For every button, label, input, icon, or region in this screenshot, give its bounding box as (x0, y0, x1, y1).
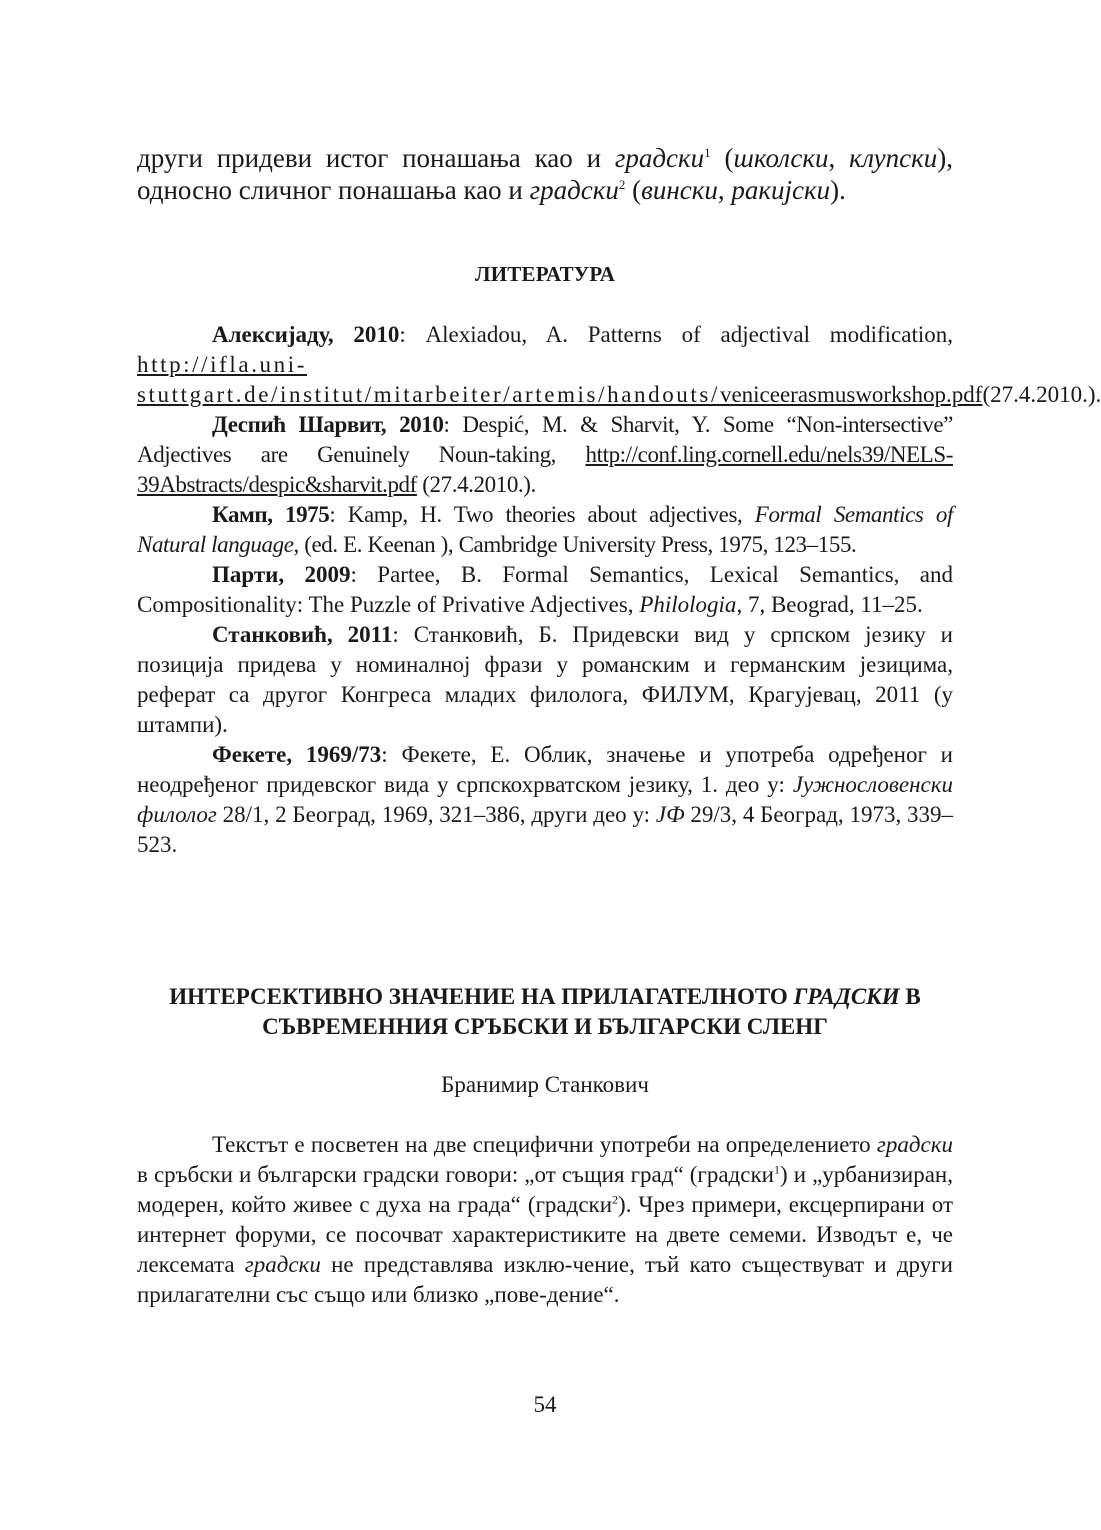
superscript: 2 (618, 177, 626, 192)
page-number: 54 (533, 1392, 557, 1417)
term-gradski: градски (529, 175, 619, 205)
term-gradski: градски (614, 143, 705, 173)
superscript: 1 (704, 145, 711, 160)
intro-text: ), односно сличног понашања као и (137, 143, 953, 205)
reference-entry (137, 410, 953, 500)
reference-text: (27.4.2010.). (982, 382, 1101, 407)
reference-link[interactable]: http://ifla.uni-stuttgart.de/institut/mitarbeiter/artemis/handouts/ (137, 352, 720, 407)
literature-heading: ЛИТЕРАТУРА (474, 262, 616, 286)
reference-text: 28/1, 2 Београд, 1969, 321–386, други део у: (216, 802, 656, 827)
reference-entry (137, 620, 953, 740)
reference-link[interactable]: veniceerasmusworkshop.pdf (719, 382, 983, 407)
abstract-text: ). Чрез примери, ексцерпирани от интернет форуми, се посочват характеристиките на двете семеми. Изводът е, че лексемата (137, 1192, 953, 1277)
reference-text: : Despić, M. & Sharvit, Y. Some “Non-intersective” Adjectives are Genuinely Noun-taking, (137, 412, 953, 467)
intro-text: , (828, 143, 850, 173)
reference-text: : Partee, B. Formal Semantics, Lexical Semantics, and Compositionality: The Puzzle of Privative Adjectives, (137, 562, 953, 617)
article-author: Бранимир Станкович (441, 1072, 649, 1097)
reference-entry (137, 740, 953, 860)
reference-text: , (ed. E. Keenan ), Cambridge University Press, 1975, 123–155. (293, 532, 857, 557)
reference-author: Парти, 2009 (212, 562, 351, 587)
reference-text: : Фекете, Е. Облик, значење и употреба одређеног и неодређеног придевског вида у српскохрватском језику, 1. део у: (137, 742, 953, 797)
intro-text: ( (625, 175, 642, 205)
intro-paragraph (137, 142, 953, 206)
term-rakijski: ракијски (731, 175, 831, 205)
reference-link[interactable]: http://conf.ling.cornell.edu/nels39/NELS-39Abstracts/despic&sharvit.pdf (137, 442, 953, 497)
reference-text: : Alexiadou, A. Patterns of adjectival modification, (399, 322, 954, 347)
reference-author: Фекете, 1969/73 (212, 742, 382, 767)
intro-text: ). (830, 175, 846, 205)
reference-text: , 7, Beograd, 11–25. (736, 592, 923, 617)
reference-italic: Formal Semantics of Natural language (137, 502, 953, 557)
abstract-paragraph (137, 1130, 953, 1310)
intro-text: други придеви истог понашања као и (137, 143, 615, 173)
superscript: 1 (773, 1162, 780, 1177)
reference-text: : Kamp, H. Two theories about adjectives, (329, 502, 755, 527)
intro-text: , (717, 175, 732, 205)
reference-text: 29/3, 4 Београд, 1973, 339–523. (137, 802, 954, 857)
reference-entry (137, 500, 953, 560)
abstract-text: ) и „урбанизиран, модерен, който живее с духа на града“ (градски (137, 1162, 953, 1217)
reference-author: Камп, 1975 (212, 502, 330, 527)
abstract-text: в сръбски и български градски говори: „от същия град“ (градски (137, 1162, 774, 1187)
reference-entry (137, 320, 1101, 410)
reference-author: Деспић Шарвит, 2010 (212, 412, 444, 437)
term-vinski: вински (641, 175, 718, 205)
article-title (137, 982, 953, 1042)
term-gradski: градски (244, 1252, 321, 1277)
article-title-text: ИНТЕРСЕКТИВНО ЗНАЧЕНИЕ НА ПРИЛАГАТЕЛНОТО (169, 984, 794, 1009)
reference-text: (27.4.2010.). (416, 472, 536, 497)
intro-text: ( (710, 143, 734, 173)
term-gradski: градски (876, 1132, 953, 1157)
reference-entry (137, 560, 953, 620)
reference-italic: Јужнословенски филолог (137, 772, 953, 827)
term-skolski: школски (733, 143, 829, 173)
reference-list (137, 320, 1101, 860)
term-klupski: клупски (849, 143, 938, 173)
reference-text: : Станковић, Б. Придевски вид у српском језику и позиција придева у номиналној фрази у романским и германским језицима, реферат са другог Конгреса младих филолога, ФИЛУМ, Крагујевац, 2011 (у штампи). (137, 622, 953, 737)
reference-author: Алексијаду, 2010 (212, 322, 400, 347)
abstract-text: не представлява изклю-чение, тъй като съществуват и други прилагателни със също или близко „пове-дение“. (137, 1252, 953, 1307)
reference-author: Станковић, 2011 (212, 622, 393, 647)
reference-italic: ЈФ (655, 802, 685, 827)
article-title-italic: ГРАДСКИ (793, 984, 900, 1009)
reference-italic: Philologia (639, 592, 737, 617)
article-title-text: В СЪВРЕМЕННИЯ СРЪБСКИ И БЪЛГАРСКИ СЛЕНГ (262, 984, 921, 1039)
superscript: 2 (612, 1192, 619, 1207)
abstract-text: Текстът е посветен на две специфични употреби на определението (212, 1132, 877, 1157)
